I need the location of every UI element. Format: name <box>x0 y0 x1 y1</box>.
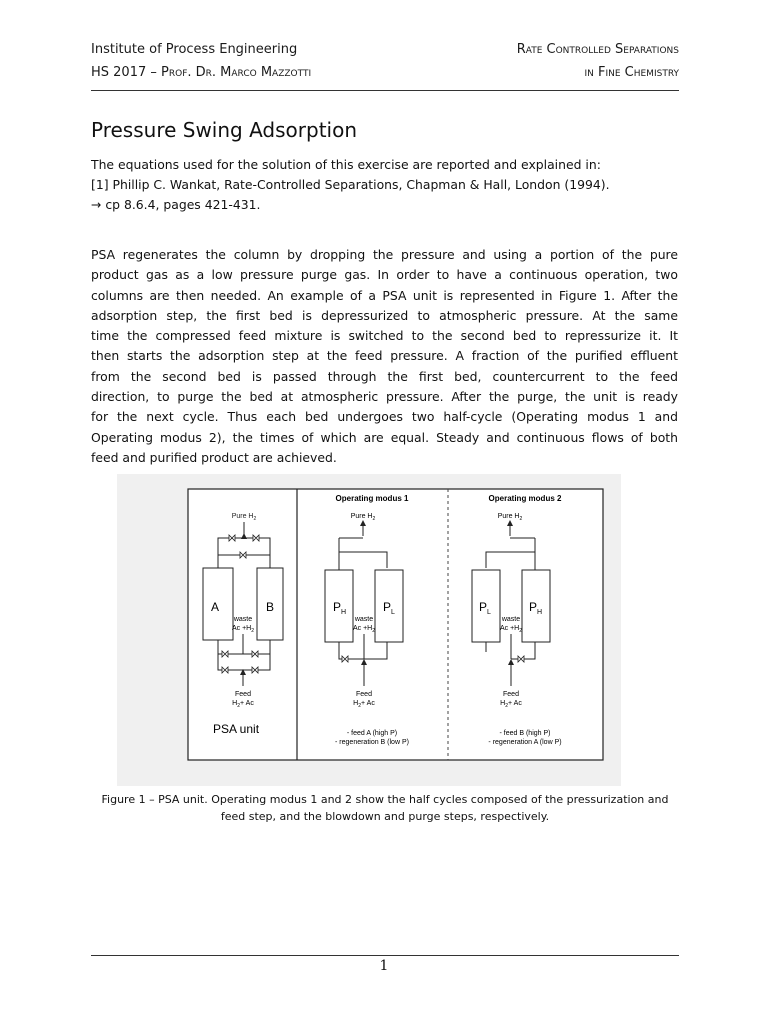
figure-caption <box>91 791 679 825</box>
paragraph-line: then starts the adsorption step at the feed pressure. A fraction of the purified effluent <box>91 348 678 364</box>
paragraph-line: columns are then needed. An example of a PSA unit is represented in Figure 1. After the <box>91 287 678 303</box>
paragraph-line: feed and purified product are achieved. <box>91 449 337 465</box>
svg-text:H2+ Ac: $H_2+ Ac$ <box>500 700 522 709</box>
header-course-prefix: HS 2017 – <box>91 65 162 80</box>
body-paragraph <box>91 245 678 468</box>
svg-text:waste: waste <box>354 616 374 623</box>
paragraph-line: for the next cycle. Thus each bed undergoes two half-cycle (Operating modus 1 and <box>91 409 678 425</box>
modus-1-note2: - regeneration B (low P) <box>335 739 409 746</box>
svg-text:Pure H2: Pure $H_2$ <box>231 513 257 522</box>
svg-text:H2+ Ac: $H_2+ Ac$ <box>353 700 375 709</box>
modus-2-note2: - regeneration A (low P) <box>488 739 562 746</box>
header-subject-line2: in Fine Chemistry <box>584 65 679 80</box>
header-institute: Institute of Process Engineering <box>91 42 298 57</box>
footer-divider <box>91 955 679 956</box>
chapter-ref: cp 8.6.4, pages 421-431. <box>105 197 261 212</box>
intro-block <box>91 155 681 215</box>
arrow-icon: → <box>91 197 102 212</box>
paragraph-line: product gas as a low pressure purge gas. In order to have a continuous operation, two <box>91 267 678 283</box>
bed-a-label: A <box>210 600 220 614</box>
modus-1-heading: Operating modus 1 <box>335 494 409 503</box>
modus-1-note1: - feed A (high P) <box>346 730 398 737</box>
paragraph-line: from the second bed is passed through the first bed, countercurrent to the feed <box>91 368 678 384</box>
section-title: Pressure Swing Adsorption <box>91 118 358 142</box>
svg-text:waste: waste <box>501 616 521 623</box>
svg-text:Feed: Feed <box>503 691 519 698</box>
caption-line: Figure 1 – PSA unit. Operating modus 1 and 2 show the half cycles composed of the pressurization and <box>101 793 669 806</box>
feed-label: Feed <box>235 691 251 698</box>
bed-b-label: B <box>265 600 275 614</box>
page-number: 1 <box>379 958 389 974</box>
paragraph-line: PSA regenerates the column by dropping the pressure and using a portion of the pure <box>91 247 678 262</box>
waste-comp: Ac +H <box>231 625 252 632</box>
chapter-line <box>91 195 681 215</box>
paragraph-line: time the compressed feed mixture is switched to the second bed to repressurize it. It <box>91 328 678 344</box>
modus-2-note1: - feed B (high P) <box>499 730 551 737</box>
psa-diagram <box>117 474 621 786</box>
svg-text:PH: $P_H$ <box>333 600 347 616</box>
modus-2-heading: Operating modus 2 <box>488 494 562 503</box>
waste-label: waste <box>233 616 253 623</box>
svg-text:PL: $P_L$ <box>383 600 395 616</box>
svg-text:H2+ Ac: $H_2+ Ac$ <box>232 700 254 709</box>
svg-text:Pure H2: Pure $H_2$ <box>497 513 523 522</box>
svg-text:Ac +H2: $Ac +H_2$ <box>499 625 523 634</box>
caption-line: feed step, and the blowdown and purge steps, respectively. <box>220 810 550 823</box>
svg-text:PH: $P_H$ <box>529 600 543 616</box>
svg-text:Pure H2: Pure $H_2$ <box>350 513 376 522</box>
intro-line: The equations used for the solution of this exercise are reported and explained in: <box>91 157 601 172</box>
header-course <box>91 65 311 80</box>
svg-text:Feed: Feed <box>356 691 372 698</box>
paragraph-line: Operating modus 2), the times of which are equal. Steady and continuous flows of both <box>91 429 678 445</box>
pure-h2-label: Pure H <box>231 513 254 520</box>
svg-text:PL: $P_L$ <box>479 600 491 616</box>
reference-line: [1] Phillip C. Wankat, Rate-Controlled Separations, Chapman & Hall, London (1994). <box>91 177 610 192</box>
svg-text:Ac +H2: $Ac +H_2$ <box>231 625 255 634</box>
figure-psa-unit <box>117 474 621 786</box>
svg-text:Ac +H2: $Ac +H_2$ <box>352 625 376 634</box>
psa-unit-label: PSA unit <box>213 722 260 736</box>
header-course-prof: Prof. Dr. Marco Mazzotti <box>161 65 312 80</box>
paragraph-line: direction, to purge the bed at atmospheric pressure. After the purge, the unit is ready <box>91 389 678 405</box>
header-subject-line1: Rate Controlled Separations <box>516 42 679 57</box>
paragraph-line: adsorption step, the first bed is depressurized to atmospheric pressure. At the same <box>91 307 678 323</box>
header-divider <box>91 90 679 91</box>
